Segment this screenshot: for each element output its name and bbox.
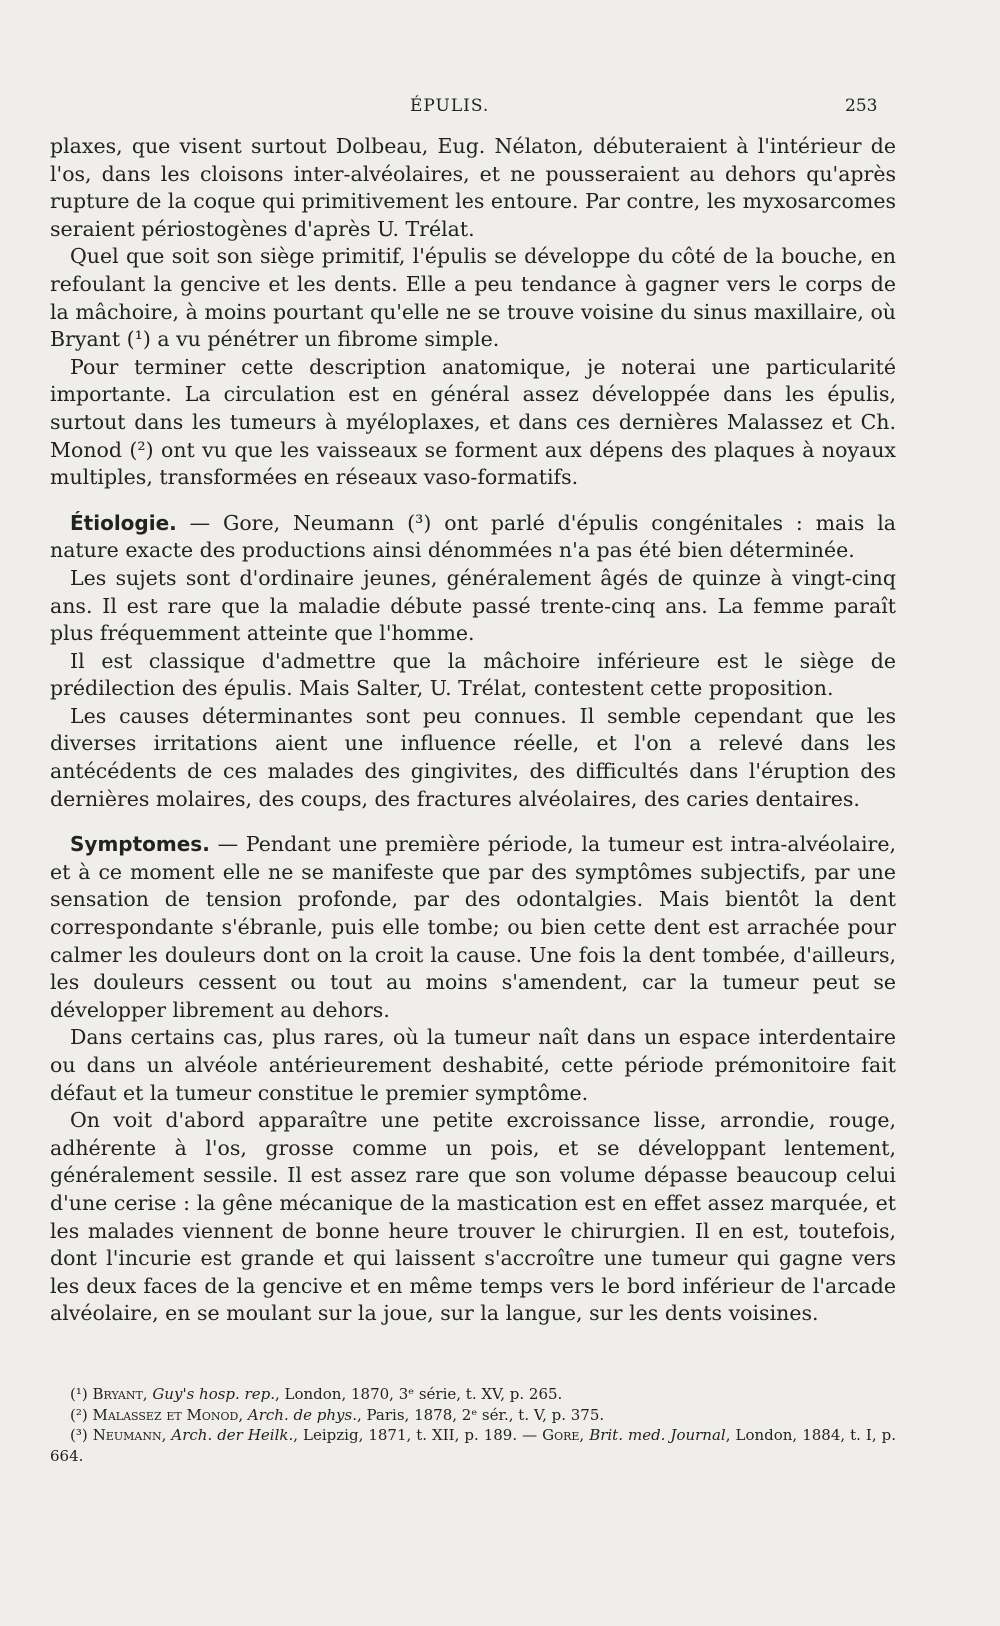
paragraph: On voit d'abord apparaître une petite excroissance lisse, arrondie, rouge, adhérente à l'os, grosse comme un pois, et se développant lentement, généralement sessile. Il est assez rare que son volume dépasse beaucoup celui d'une cerise : la gêne mécanique de la mastication est en effet assez marquée, et les malades viennent de bonne heure trouver le chirurgien. Il en est, toutefois, dont l'incurie est grande et qui laissent s'accroître une tumeur qui gagne vers les deux faces de la gencive et en même temps vers le bord inférieur de l'arcade alvéolaire, en se moulant sur la joue, sur la langue, sur les dents voisines. — [50, 1108, 896, 1326]
footnote-author: Malassez et Monod — [92, 1405, 239, 1424]
running-header — [0, 96, 1000, 126]
footnote-mark: (²) — [70, 1405, 88, 1424]
paragraph: Les causes déterminantes sont peu connues. Il semble cependant que les diverses irritations aient une influence réelle, et l'on a relevé dans les antécédents de ces malades des gingivites, des difficultés dans l'éruption des dernières molaires, des coups, des fractures alvéolaires, des caries dentaires. — [50, 703, 896, 811]
footnote-mark: (¹) — [70, 1385, 88, 1403]
paragraph: Pour terminer cette description anatomique, je noterai une particularité importante. La circulation est en général assez développée dans les épulis, surtout dans les tumeurs à myéloplaxes, et dans ces dernières Malassez et Ch. Monod (²) ont vu que les vaisseaux se forment aux dépens des plaques à noyaux multiples, transformées en réseaux vaso-formatifs. — [50, 354, 896, 490]
footnote-details: , Paris, 1878, 2ᵉ sér., t. V, p. 375. — [356, 1405, 605, 1424]
section-etiologie-lead — [50, 510, 896, 565]
section-heading: Étiologie. — [70, 510, 177, 535]
section-lead-text: — Gore, Neumann (³) ont parlé d'épulis congénitales : mais la nature exacte des productions ainsi dénommées n'a pas été bien déterminée. — [50, 510, 896, 563]
footnote-details: , Leipzig, 1871, t. XII, p. 189. — — [293, 1426, 543, 1444]
footnote-details: , London, 1870, 3ᵉ série, t. XV, p. 265. — [274, 1385, 563, 1403]
section-symptomes-lead — [50, 831, 896, 1024]
footnote-author: Neumann — [92, 1426, 162, 1444]
footnote-separator: , — [238, 1405, 248, 1424]
footnote-journal: Guy's hosp. rep. — [152, 1385, 275, 1403]
footnote-separator: , — [579, 1426, 590, 1444]
footnote — [50, 1384, 896, 1405]
paragraph: Il est classique d'admettre que la mâchoire inférieure est le siège de prédilection des épulis. Mais Salter, U. Trélat, contestent cette proposition. — [50, 648, 896, 701]
footnote-details: , London, 1884, t. I, p. 664. — [50, 1426, 896, 1465]
footnote — [50, 1405, 896, 1426]
footnotes — [50, 1384, 896, 1466]
paragraph: plaxes, que visent surtout Dolbeau, Eug. Nélaton, débuteraient à l'intérieur de l'os, dans les cloisons inter-alvéolaires, et ne pousseraient au dehors qu'après rupture de la coque qui primitivement les entoure. Par contre, les myxosarcomes seraient périostogènes d'après U. Trélat. — [50, 134, 896, 241]
paragraph: Dans certains cas, plus rares, où la tumeur naît dans un espace interdentaire ou dans un alvéole antérieurement deshabité, cette période prémonitoire fait défaut et la tumeur constitue le premier symptôme. — [50, 1025, 896, 1105]
footnote-separator: , — [161, 1426, 172, 1444]
footnote-journal: Arch. der Heilk. — [171, 1426, 294, 1444]
body-text — [50, 133, 896, 1328]
paragraph: Les sujets sont d'ordinaire jeunes, généralement âgés de quinze à vingt-cinq ans. Il est rare que la maladie débute passé trente-cinq ans. La femme paraît plus fréquemment atteinte que l'homme. — [50, 565, 896, 646]
paragraph: Quel que soit son siège primitif, l'épulis se développe du côté de la bouche, en refoulant la gencive et les dents. Elle a peu tendance à gagner vers le corps de la mâchoire, à moins pourtant qu'elle ne se trouve voisine du sinus maxillaire, où Bryant (¹) a vu pénétrer un fibrome simple. — [50, 244, 896, 352]
footnote-author: Bryant — [92, 1385, 143, 1403]
footnote-journal: Arch. de phys. — [247, 1405, 357, 1424]
footnote-separator: , — [142, 1385, 153, 1403]
footnote-journal: Brit. med. Journal — [589, 1426, 726, 1444]
section-lead-text: — Pendant une première période, la tumeur est intra-alvéolaire, et à ce moment elle ne se manifeste que par des symptômes subjectifs, par une sensation de tension profonde, par des odontalgies. Mais bientôt la dent correspondante s'ébranle, puis elle tombe; ou bien cette dent est arrachée pour calmer les douleurs dont on la croit la cause. Une fois la dent tombée, d'ailleurs, les douleurs cessent ou tout au moins s'amendent, car la tumeur peut se développer librement au dehors. — [50, 832, 896, 1022]
footnote — [50, 1425, 896, 1466]
section-heading: Symptomes. — [70, 832, 210, 857]
footnote-mark: (³) — [70, 1426, 88, 1444]
footnote-author: Gore — [542, 1426, 580, 1444]
page-number: 253 — [845, 96, 878, 116]
running-title: ÉPULIS. — [410, 96, 490, 116]
